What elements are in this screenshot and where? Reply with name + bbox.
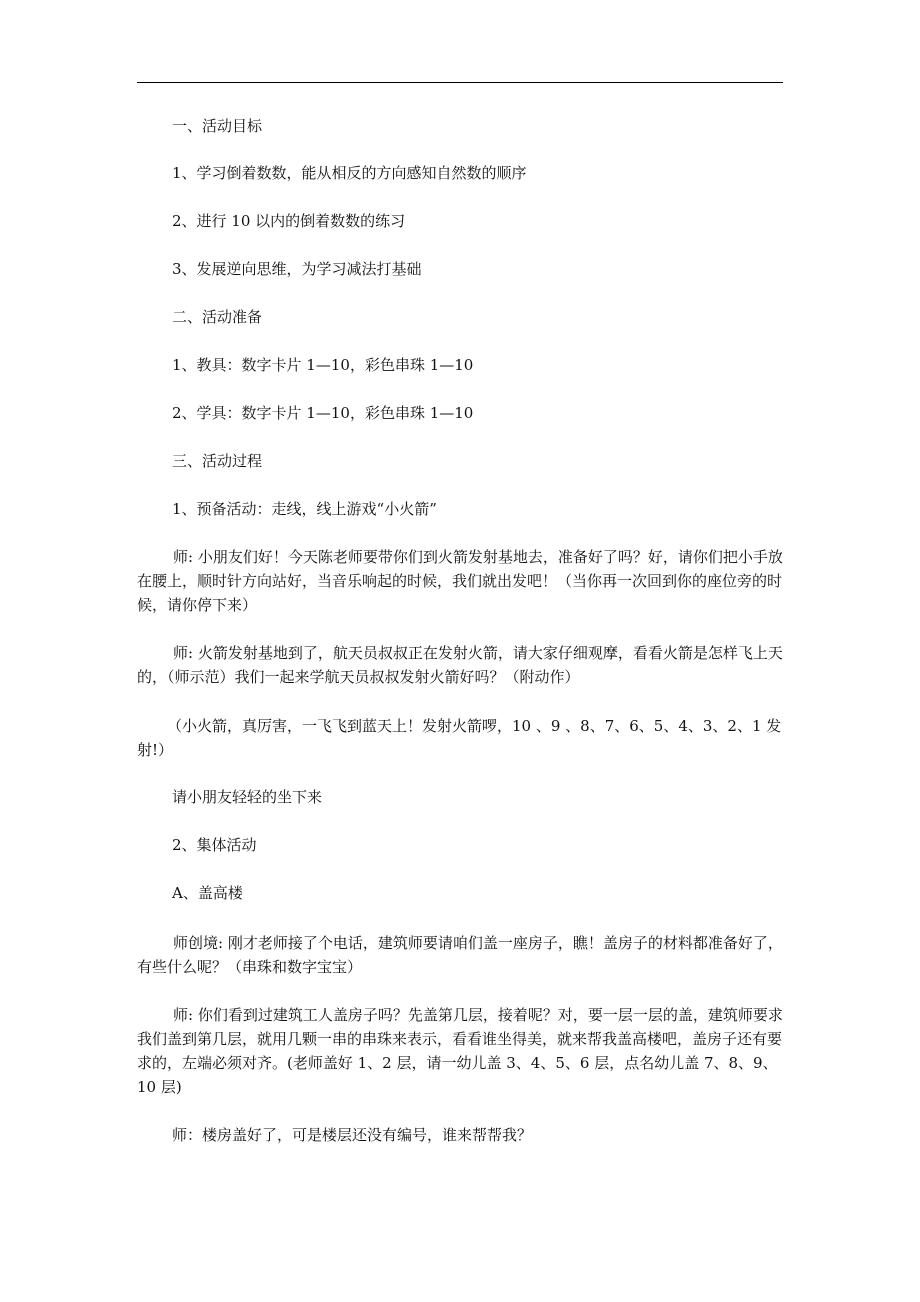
teacher-paragraph-1: 师: 小朋友们好！今天陈老师要带你们到火箭发射基地去，准备好了吗？好，请你们把小手放在腰上，顺时针方向站好，当音乐响起的时候，我们就出发吧！（当你再一次回到你的座位旁的时候，请你停下来） [137, 548, 783, 614]
process-step-2: 2、集体活动 [172, 836, 257, 854]
goal-item-2: 2、进行 10 以内的倒着数数的练习 [172, 212, 406, 230]
teacher-paragraph-2: 师: 火箭发射基地到了，航天员叔叔正在发射火箭，请大家仔细观摩，看看火箭是怎样飞上天的，（师示范）我们一起来学航天员叔叔发射火箭好吗？（附动作） [137, 644, 783, 686]
section-heading-preparation: 二、活动准备 [172, 308, 263, 326]
header-rule [137, 82, 783, 83]
goal-item-3: 3、发展逆向思维，为学习减法打基础 [172, 260, 422, 278]
goal-item-1: 1、学习倒着数数，能从相反的方向感知自然数的顺序 [172, 164, 527, 182]
sit-down-line: 请小朋友轻轻的坐下来 [172, 788, 323, 806]
section-heading-process: 三、活动过程 [172, 452, 263, 470]
process-step-1: 1、预备活动：走线，线上游戏“小火箭” [172, 500, 437, 518]
teacher-paragraph-3: 师创境: 刚才老师接了个电话，建筑师要请咱们盖一座房子，瞧！盖房子的材料都准备好了，有些什么呢？（串珠和数字宝宝） [137, 934, 783, 976]
section-heading-goals: 一、活动目标 [172, 117, 263, 135]
prep-item-2: 2、学具：数字卡片 1—10，彩色串珠 1—10 [172, 404, 474, 422]
prep-item-1: 1、教具：数字卡片 1—10，彩色串珠 1—10 [172, 356, 474, 374]
rocket-chant-paragraph: （小火箭，真厉害，一飞飞到蓝天上！发射火箭啰，10 、9 、8、7、6、5、4、3、2、1 发射!） [137, 717, 782, 759]
sub-step-a: A、盖高楼 [172, 884, 243, 902]
teacher-paragraph-5: 师：楼房盖好了，可是楼层还没有编号，谁来帮帮我？ [172, 1126, 533, 1144]
teacher-paragraph-4: 师: 你们看到过建筑工人盖房子吗？先盖第几层，接着呢？对，要一层一层的盖，建筑师要求我们盖到第几层，就用几颗一串的串珠来表示，看看谁坐得美，就来帮我盖高楼吧，盖房子还有要求的，左端必须对齐。(老师盖好 1、2 层，请一幼儿盖 3、4、5、6 层，点名幼儿盖 7、8、9、10 层) [137, 1006, 783, 1096]
